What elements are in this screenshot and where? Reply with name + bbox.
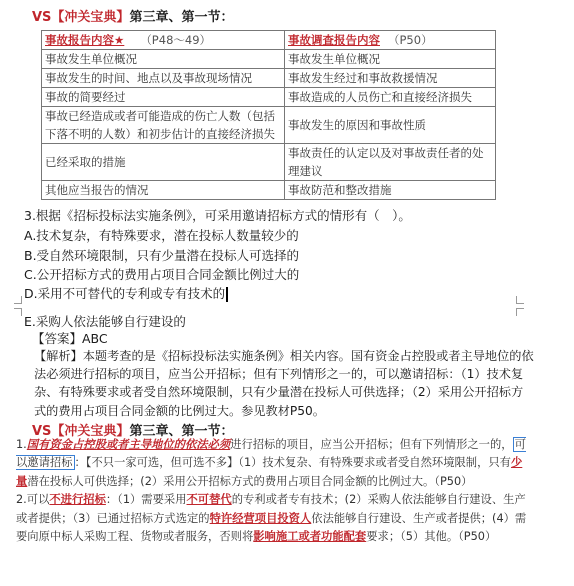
table-cell: 事故发生单位概况	[42, 50, 285, 69]
text-cursor	[226, 287, 228, 302]
boxed-text: 可以邀请招标	[16, 438, 526, 470]
explanation-text: 【解析】本题考查的是《招标投标法实施条例》相关内容。国有资金占控股或者主导地位的依法必须进行招标的项目，应当公开招标；但有下列情形之一的，可以邀请招标：（1）技术复杂、有特殊要求或者受自然环境限制，只有少量潜在投标人可供选择；（2）采用公开招标方式的费用占项目合同金额的比例过大。参见教材P50。	[34, 349, 534, 418]
summary-paragraph-1	[16, 436, 530, 491]
summary-box	[16, 436, 530, 546]
table-cell: 其他应当报告的情况	[42, 181, 285, 200]
table-row	[42, 144, 496, 181]
table-cell: 事故造成的人员伤亡和直接经济损失	[285, 88, 496, 107]
body-text: ：（1）需要采用	[105, 493, 187, 507]
table-cell: 事故发生的时间、地点以及事故现场情况	[42, 69, 285, 88]
highlight-text: 影响施工或者功能配套	[253, 530, 367, 544]
table-row	[42, 181, 496, 200]
body-text: ：【不只一家可选，但可选不多】（1）技术复杂、有特殊要求或者受自然环境限制，只有	[74, 456, 511, 470]
highlight-text: 不可替代	[186, 493, 232, 507]
table-cell: 事故发生单位概况	[285, 50, 496, 69]
table-cell: 事故发生经过和事故救援情况	[285, 69, 496, 88]
box-header-prefix: VS【冲关宝典】	[32, 424, 130, 439]
table-header-cell	[42, 31, 285, 50]
page-corner-mark	[14, 296, 22, 304]
body-text: 依法能够自行建设、生产或者提供；(4）需要向原中标人采购工程、货物或者服务，否则将	[16, 511, 527, 544]
question-stem: 3.根据《招标投标法实施条例》，可采用邀请招标方式的情形有（ ）。	[24, 208, 411, 223]
header-prefix: VS【冲关宝典】	[32, 10, 130, 25]
section-header	[32, 6, 233, 25]
table-cell: 事故防范和整改措施	[285, 181, 496, 200]
option-a: A.技术复杂，有特殊要求，潜在投标人数量较少的	[24, 228, 299, 243]
table-cell: 事故责任的认定以及对事故责任者的处理建议	[285, 144, 496, 181]
option-b: B.受自然环境限制，只有少量潜在投标人可选择的	[24, 248, 300, 263]
highlight-text: 不进行招标	[49, 493, 106, 507]
table-row	[42, 50, 496, 69]
page-corner-mark	[516, 308, 524, 316]
table-row	[42, 69, 496, 88]
table-header-cell	[285, 31, 496, 50]
highlight-text: 少量	[16, 456, 523, 488]
table-header-row	[42, 31, 496, 50]
table-row	[42, 88, 496, 107]
table-row	[42, 107, 496, 144]
option-d-line	[24, 284, 228, 302]
table-cell: 事故发生的原因和事故性质	[285, 107, 496, 144]
col2-title: 事故调查报告内容	[288, 33, 380, 47]
option-c: C.公开招标方式的费用占项目合同金额比例过大的	[24, 267, 300, 282]
option-e: E.采购人依法能够自行建设的	[24, 314, 186, 329]
body-text: 进行招标的项目，应当公开招标；但有下列情形之一的，	[230, 438, 513, 451]
table-cell: 事故已经造成或者可能造成的伤亡人数（包括下落不明的人数）和初步估计的直接经济损失	[42, 107, 285, 144]
body-text: 的专利或者专有技术；(2）采购人依法能够自行建设、生产或者提供；（3）已通过招标方式选定的	[16, 493, 526, 525]
comparison-table	[41, 30, 496, 200]
summary-paragraph-2	[16, 491, 530, 546]
highlight-text: 特许经营项目投资人	[209, 511, 312, 525]
option-d: D.采用不可替代的专利或专有技术的	[24, 286, 226, 301]
paragraph-number: 1.	[16, 438, 27, 451]
paragraph-number: 2.可以	[16, 493, 50, 507]
page-corner-mark	[516, 296, 524, 304]
body-text: 潜在投标人可供选择；(2）采用公开招标方式的费用占项目合同金额的比例过大。（P50）	[27, 474, 473, 488]
box-header-chapter: 第三章、第一节：	[129, 424, 234, 439]
table-cell: 事故的简要经过	[42, 88, 285, 107]
col2-ref: （P50）	[388, 33, 433, 47]
header-chapter: 第三章、第一节：	[129, 10, 234, 25]
answer-text: 【答案】ABC	[32, 331, 108, 346]
page-corner-mark	[14, 308, 22, 316]
col1-ref: （P48～49）	[140, 33, 212, 47]
table-cell: 已经采取的措施	[42, 144, 285, 181]
body-text: 要求；（5）其他。（P50）	[366, 530, 497, 544]
highlight-text: 国有资金占控股或者主导地位的依法必须	[26, 438, 231, 451]
col1-title: 事故报告内容★	[45, 33, 125, 47]
